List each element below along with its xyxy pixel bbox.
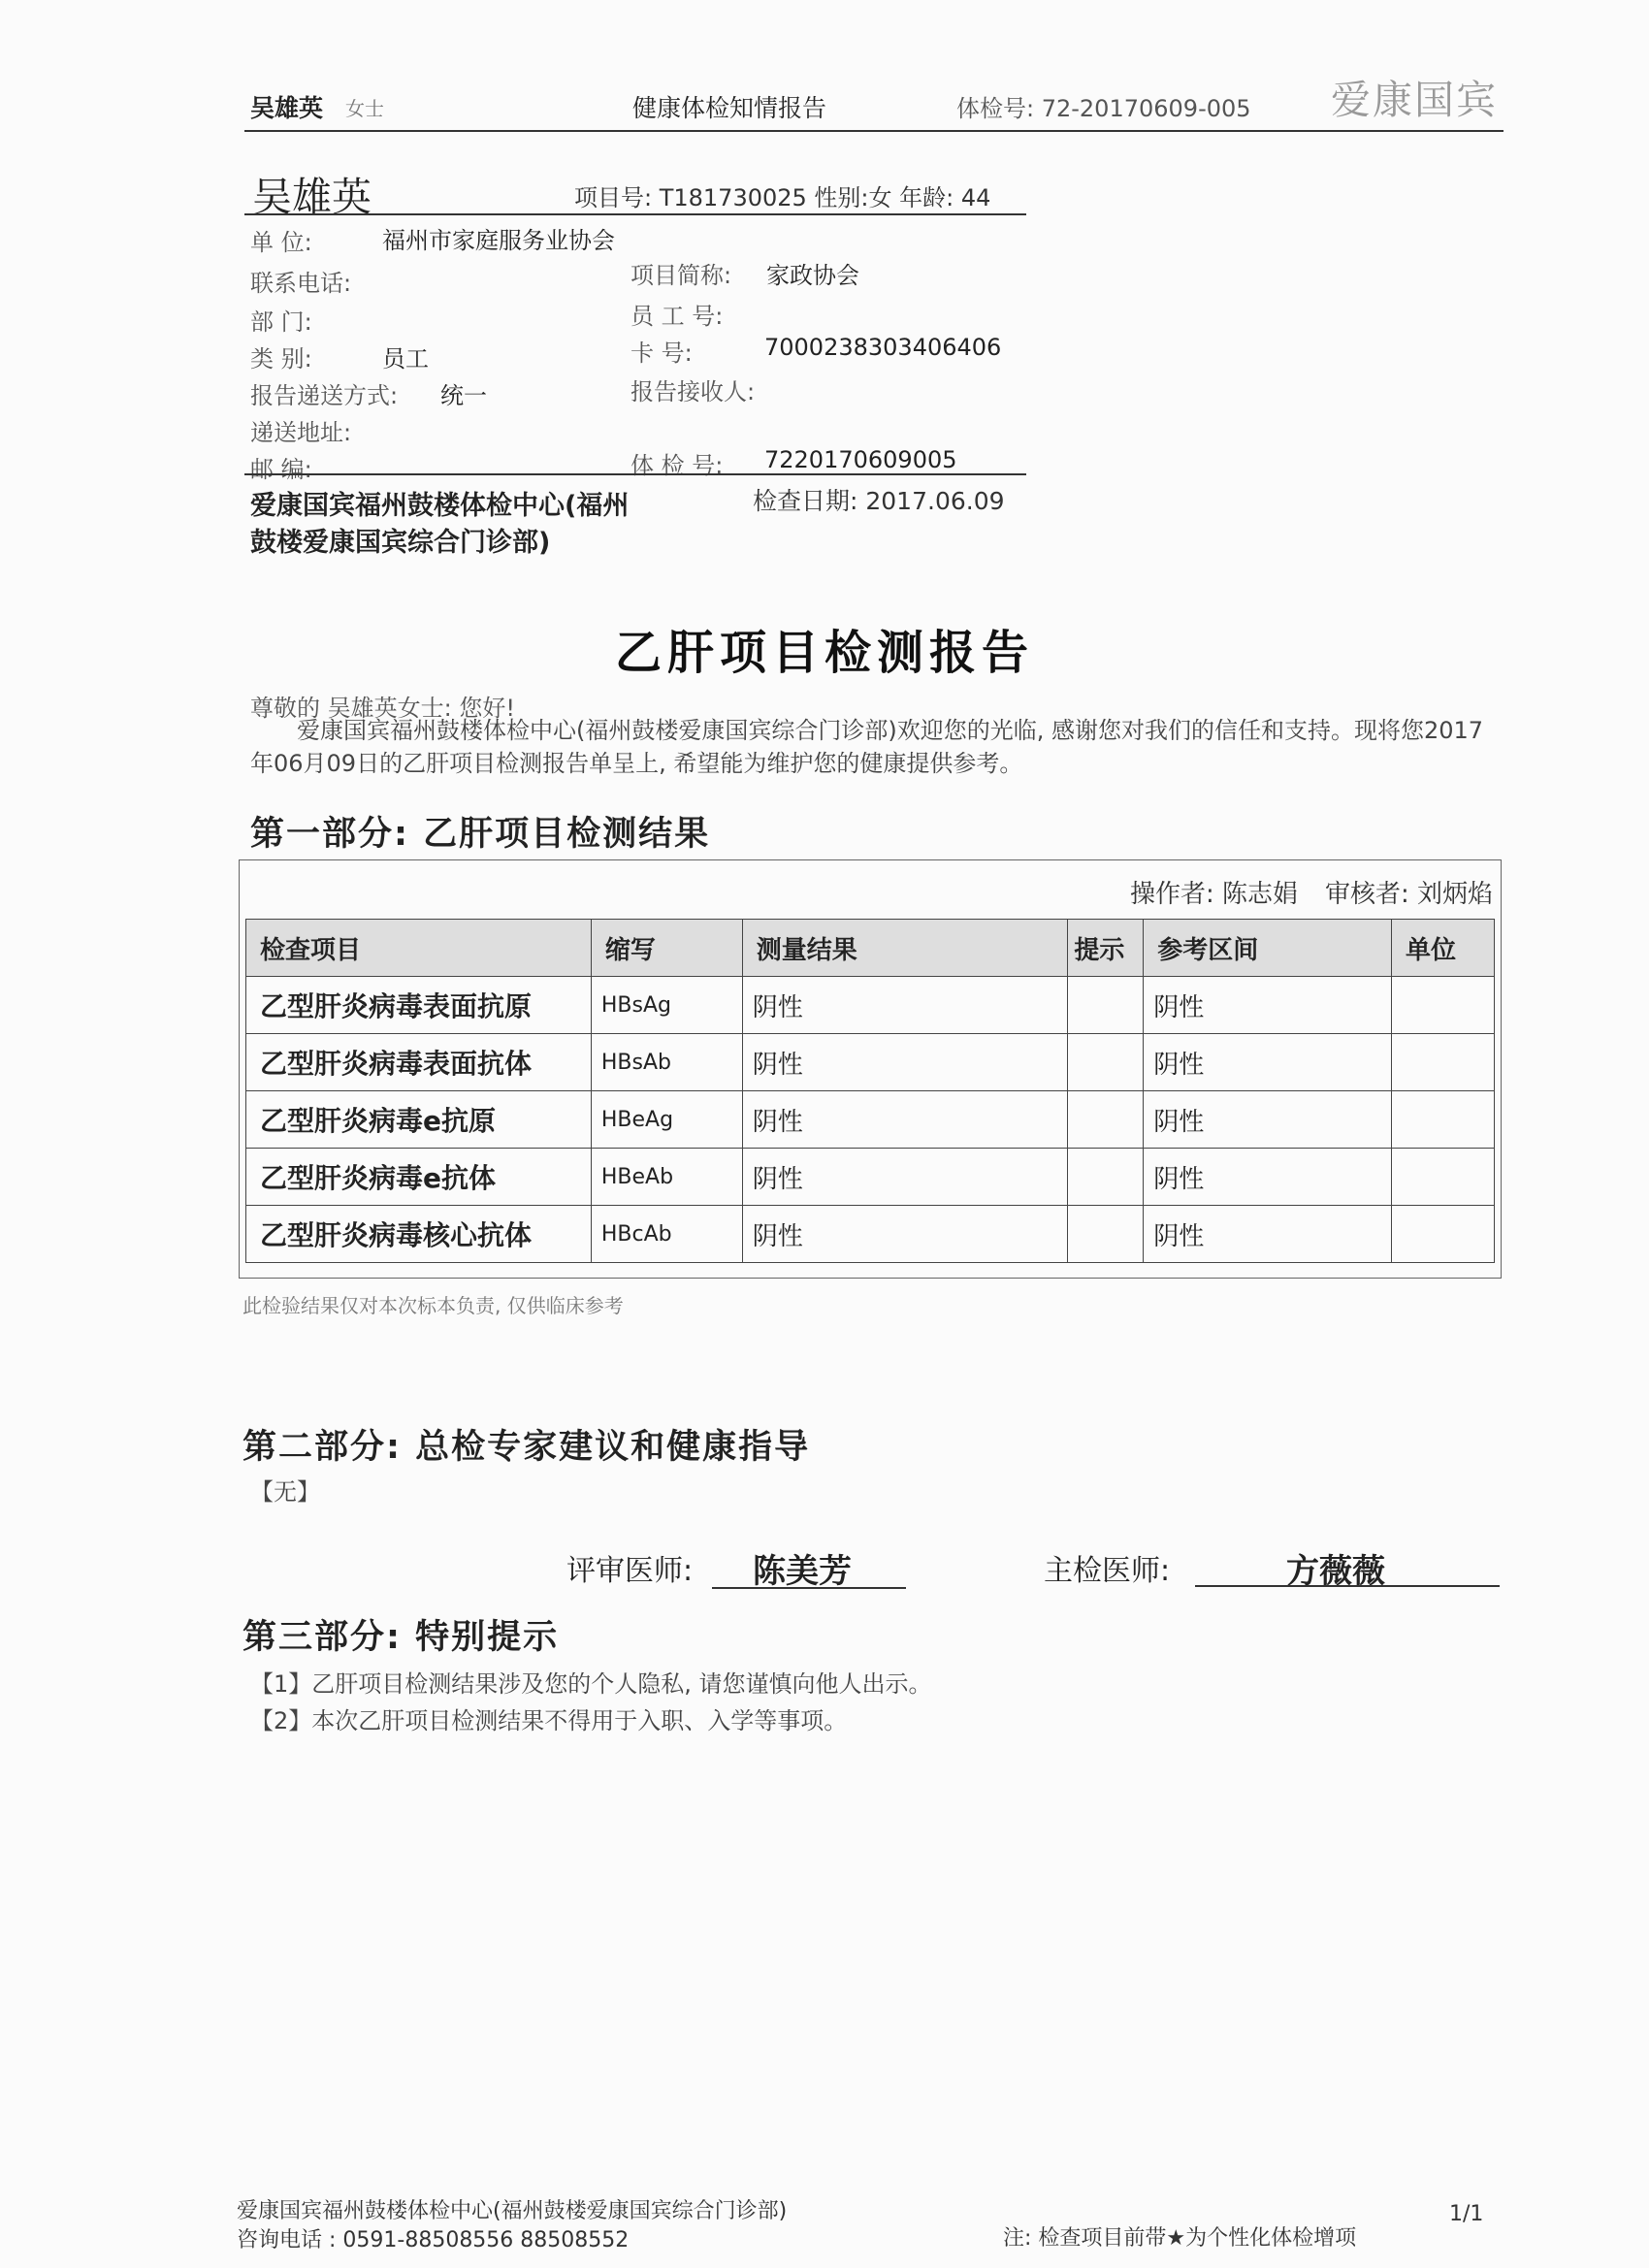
cell-abbr: HBsAg — [591, 977, 742, 1034]
intro-paragraph: 爱康国宾福州鼓楼体检中心(福州鼓楼爱康国宾综合门诊部)欢迎您的光临, 感谢您对我们的信任和支持。现将您2017年06月09日的乙肝项目检测报告单呈上, 希望能为维护您的健康提供参考。 — [250, 717, 1484, 777]
cell-ref: 阴性 — [1144, 1149, 1392, 1206]
col-header-item: 检查项目 — [246, 920, 592, 977]
results-table — [245, 919, 1495, 1263]
phone-label: 联系电话: — [250, 270, 352, 297]
brand-logo-text: 爱康国宾 — [1331, 77, 1498, 123]
staff-label: 员 工 号: — [630, 303, 724, 330]
footer-phone: 咨询电话 : 0591-88508556 88508552 — [237, 2228, 630, 2252]
part3-heading: 第三部分: 特别提示 — [242, 1618, 560, 1657]
footer-note: 注: 检查项目前带★为个性化体检增项 — [1003, 2226, 1357, 2251]
cell-ref: 阴性 — [1144, 1206, 1392, 1263]
patient-name: 吴雄英 — [252, 174, 372, 220]
cell-result: 阴性 — [742, 1091, 1068, 1149]
part2-heading: 第二部分: 总检专家建议和健康指导 — [242, 1428, 811, 1467]
patient-divider-bottom — [244, 473, 1026, 475]
report-title: 乙肝项目检测报告 — [614, 626, 1034, 680]
operator: 操作者: 陈志娟 — [1129, 880, 1298, 909]
chief-doctor-signature: 方薇薇 — [1286, 1552, 1385, 1591]
cell-abbr: HBeAg — [591, 1091, 742, 1149]
operator-line — [1103, 874, 1493, 910]
cell-result: 阴性 — [742, 1206, 1068, 1263]
delivery-label: 报告递送方式: — [250, 382, 399, 409]
cell-item: 乙型肝炎病毒表面抗原 — [246, 977, 592, 1034]
col-header-abbr: 缩写 — [591, 920, 742, 977]
header-divider — [244, 130, 1504, 132]
cell-unit — [1392, 1034, 1495, 1091]
cell-hint — [1068, 1149, 1144, 1206]
card-value: 7000238303406406 — [764, 334, 1002, 361]
greeting: 尊敬的 吴雄英女士: 您好! — [250, 695, 515, 722]
cell-hint — [1068, 977, 1144, 1034]
results-table-frame — [239, 859, 1502, 1279]
address-label: 递送地址: — [250, 419, 352, 446]
category-value: 员工 — [382, 345, 429, 373]
cell-abbr: HBsAb — [591, 1034, 742, 1091]
cell-abbr: HBeAb — [591, 1149, 742, 1206]
cell-item: 乙型肝炎病毒核心抗体 — [246, 1206, 592, 1263]
cell-hint — [1068, 1034, 1144, 1091]
tip-item: 【2】本次乙肝项目检测结果不得用于入职、入学等事项。 — [250, 1707, 848, 1734]
unit-label: 单 位: — [250, 229, 312, 256]
check-date: 检查日期: 2017.06.09 — [753, 487, 1005, 515]
patient-meta: 项目号: T181730025 性别:女 年龄: 44 — [574, 184, 991, 211]
table-note: 此检验结果仅对本次标本负责, 仅供临床参考 — [242, 1294, 624, 1317]
tip-item: 【1】乙肝项目检测结果涉及您的个人隐私, 请您谨慎向他人出示。 — [250, 1670, 932, 1698]
cell-item: 乙型肝炎病毒e抗体 — [246, 1149, 592, 1206]
reviewer-doctor-signature: 陈美芳 — [753, 1552, 852, 1591]
cell-unit — [1392, 1206, 1495, 1263]
exam-label: 体 检 号: — [630, 452, 724, 479]
col-header-ref: 参考区间 — [1144, 920, 1392, 977]
col-header-unit: 单位 — [1392, 920, 1495, 977]
cell-hint — [1068, 1091, 1144, 1149]
cell-unit — [1392, 977, 1495, 1034]
dept-label: 部 门: — [250, 308, 312, 336]
part1-heading: 第一部分: 乙肝项目检测结果 — [250, 815, 711, 854]
patient-divider-top — [244, 213, 1026, 215]
zip-label: 邮 编: — [250, 456, 312, 483]
table-row — [246, 1206, 1495, 1263]
cell-ref: 阴性 — [1144, 1034, 1392, 1091]
cell-ref: 阴性 — [1144, 977, 1392, 1034]
reviewer-doctor-label: 评审医师: — [566, 1554, 694, 1588]
header-salutation: 女士 — [345, 97, 384, 120]
unit-value: 福州市家庭服务业协会 — [382, 227, 615, 254]
table-header-row — [246, 920, 1495, 977]
cell-result: 阴性 — [742, 1149, 1068, 1206]
exam-value: 7220170609005 — [764, 446, 957, 473]
chief-signature-line — [1195, 1585, 1500, 1587]
exam-center-name: 爱康国宾福州鼓楼体检中心(福州鼓楼爱康国宾综合门诊部) — [250, 491, 630, 558]
cell-item: 乙型肝炎病毒表面抗体 — [246, 1034, 592, 1091]
project-value: 家政协会 — [766, 262, 859, 289]
col-header-hint: 提示 — [1068, 920, 1144, 977]
cell-hint — [1068, 1206, 1144, 1263]
cell-unit — [1392, 1091, 1495, 1149]
cell-item: 乙型肝炎病毒e抗原 — [246, 1091, 592, 1149]
reviewer: 审核者: 刘炳焰 — [1324, 880, 1493, 909]
delivery-value: 统一 — [440, 382, 487, 409]
header-title: 健康体检知情报告 — [632, 94, 827, 122]
header-exam-number: 体检号: 72-20170609-005 — [956, 95, 1251, 122]
table-row — [246, 977, 1495, 1034]
chief-doctor-label: 主检医师: — [1044, 1554, 1171, 1588]
cell-abbr: HBcAb — [591, 1206, 742, 1263]
col-header-result: 测量结果 — [742, 920, 1068, 977]
table-row — [246, 1034, 1495, 1091]
part2-content: 【无】 — [250, 1478, 320, 1506]
project-label: 项目简称: — [630, 262, 732, 289]
footer-center: 爱康国宾福州鼓楼体检中心(福州鼓楼爱康国宾综合门诊部) — [237, 2199, 788, 2223]
receiver-label: 报告接收人: — [630, 378, 756, 405]
cell-result: 阴性 — [742, 1034, 1068, 1091]
cell-ref: 阴性 — [1144, 1091, 1392, 1149]
cell-result: 阴性 — [742, 977, 1068, 1034]
header-patient-name: 吴雄英 — [250, 94, 324, 122]
cell-unit — [1392, 1149, 1495, 1206]
category-label: 类 别: — [250, 345, 312, 373]
page-number: 1/1 — [1449, 2202, 1484, 2226]
reviewer-signature-line — [712, 1587, 906, 1589]
card-label: 卡 号: — [630, 340, 693, 367]
table-row — [246, 1149, 1495, 1206]
table-row — [246, 1091, 1495, 1149]
